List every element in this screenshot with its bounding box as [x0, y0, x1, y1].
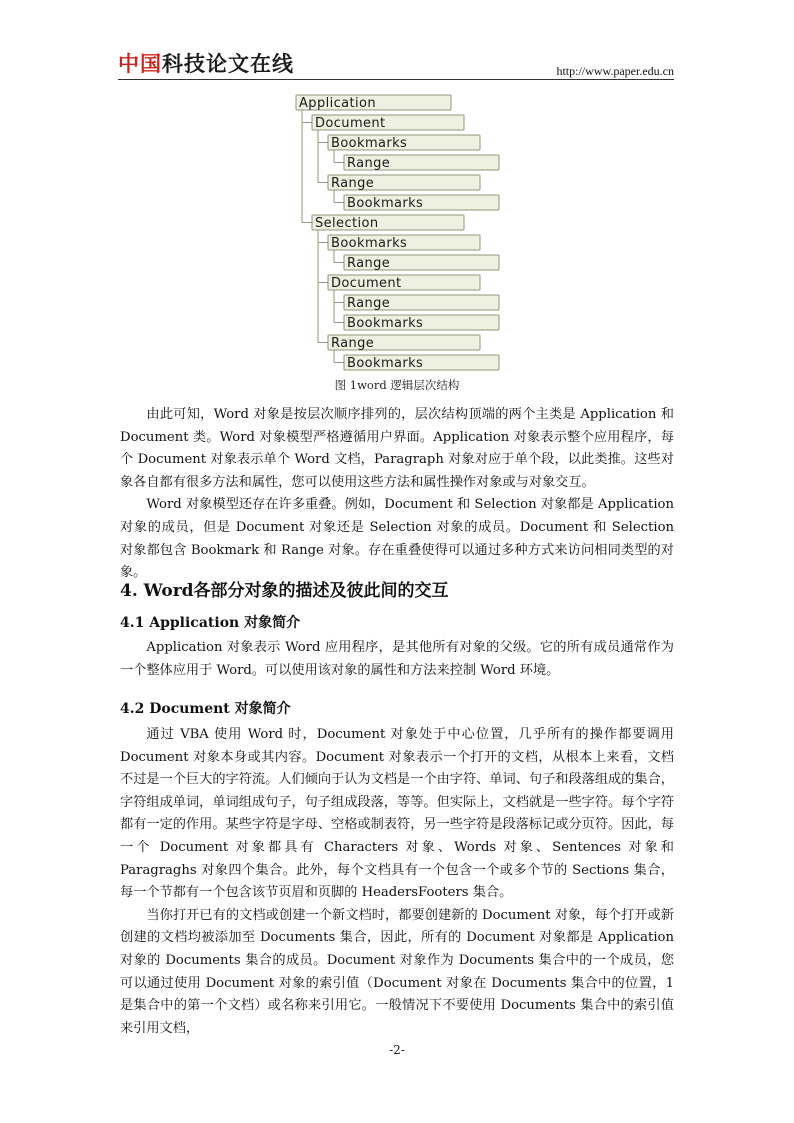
tree-node [344, 155, 499, 171]
tree-node [312, 215, 464, 231]
tree-node-label: Bookmarks [331, 236, 408, 251]
tree-node [344, 355, 499, 371]
document-paragraphs [120, 724, 674, 1040]
tree-node [328, 175, 480, 191]
tree-node-label: Bookmarks [347, 196, 424, 211]
tree-node [328, 135, 480, 151]
logo-black-text: 科技论文在线 [162, 52, 294, 76]
tree-node [296, 95, 451, 111]
tree-node-label: Bookmarks [347, 316, 424, 331]
tree-node [328, 275, 480, 291]
paragraph: 通过 VBA 使用 Word 时，Document 对象处于中心位置，几乎所有的操作都要调用 Document 对象本身或其内容。Document 对象表示一个打开的文档，从根本上来看，文档不过是一个巨大的字符流。人们倾向于认为文档是一个由字符、单词、句子和段落组成的集合，字符组成单词，单词组成句子，句子组成段落，等等。但实际上，文档就是一些字符。每个字符都有一定的作用。某些字符是字母、空格或制表符，另一些字符是段落标记或分页符。因此，每一个 Document 对象都具有 Characters 对象、Words 对象、Sentences 对象和 Paragraghs 对象四个集合。此外，每个文档具有一个包含一个或多个节的 Sections 集合，每一个节都有一个包含该节页眉和页脚的 HeadersFooters 集合。 [120, 727, 674, 901]
tree-node-label: Range [347, 296, 391, 311]
tree-node-label: Selection [315, 216, 379, 231]
logo-red-text: 中国 [118, 52, 162, 76]
tree-node [344, 255, 499, 271]
section-heading-4: 4. Word各部分对象的描述及彼此间的交互 [120, 581, 449, 601]
header-url[interactable]: http://www.paper.edu.cn [556, 64, 674, 78]
tree-node-label: Range [347, 256, 391, 271]
subsection-heading-4-1: 4.1 Application 对象简介 [120, 615, 301, 631]
tree-node [312, 115, 464, 131]
tree-node [344, 315, 499, 331]
tree-node-label: Range [347, 156, 391, 171]
word-hierarchy-diagram [0, 0, 794, 400]
tree-node-label: Bookmarks [331, 136, 408, 151]
tree-node-label: Document [315, 116, 386, 131]
intro-paragraphs [120, 404, 674, 585]
paragraph: 由此可知，Word 对象是按层次顺序排列的，层次结构顶端的两个主类是 Application 和 Document 类。Word 对象模型严格遵循用户界面。Application 对象表示整个应用程序，每个 Document 对象表示单个 Word 文档，Paragraph 对象对应于单个段，以此类推。这些对象各自都有很多方法和属性，您可以使用这些方法和属性操作对象或与对象交互。 [120, 407, 674, 490]
tree-node-label: Application [299, 96, 377, 111]
paragraph: Word 对象模型还存在许多重叠。例如，Document 和 Selection 对象都是 Application 对象的成员，但是 Document 对象还是 Selection 对象的成员。Document 和 Selection 对象都包含 Bookmark 和 Range 对象。存在重叠使得可以通过多种方式来访问相同类型的对象。 [120, 497, 674, 581]
tree-node-label: Document [331, 276, 402, 291]
paragraph: 当你打开已有的文档或创建一个新文档时，都要创建新的 Document 对象，每个打开或新创建的文档均被添加至 Documents 集合，因此，所有的 Document 对象都是 Application 对象的 Documents 集合的成员。Document 对象作为 Documents 集合中的一个成员，您可以通过使用 Document 对象的索引值（Document 对象在 Documents 集合中的位置，1 是集合中的第一个文档）或名称来引用它。一般情况下不要使用 Documents 集合中的索引值来引用文档， [120, 907, 674, 1036]
figure-caption: 图 1word 逻辑层次结构 [334, 378, 460, 392]
tree-node [328, 235, 480, 251]
tree-node [344, 195, 499, 211]
tree-node-label: Range [331, 336, 375, 351]
tree-node-label: Bookmarks [347, 356, 424, 371]
subsection-heading-4-2: 4.2 Document 对象简介 [120, 701, 291, 717]
tree-node [344, 295, 499, 311]
tree-node-label: Range [331, 176, 375, 191]
tree-node [328, 335, 480, 351]
page-number: -2- [389, 1043, 405, 1057]
paragraph: Application 对象表示 Word 应用程序，是其他所有对象的父级。它的所有成员通常作为一个整体应用于 Word。可以使用该对象的属性和方法来控制 Word 环境。 [120, 640, 674, 678]
application-paragraphs [120, 637, 674, 682]
